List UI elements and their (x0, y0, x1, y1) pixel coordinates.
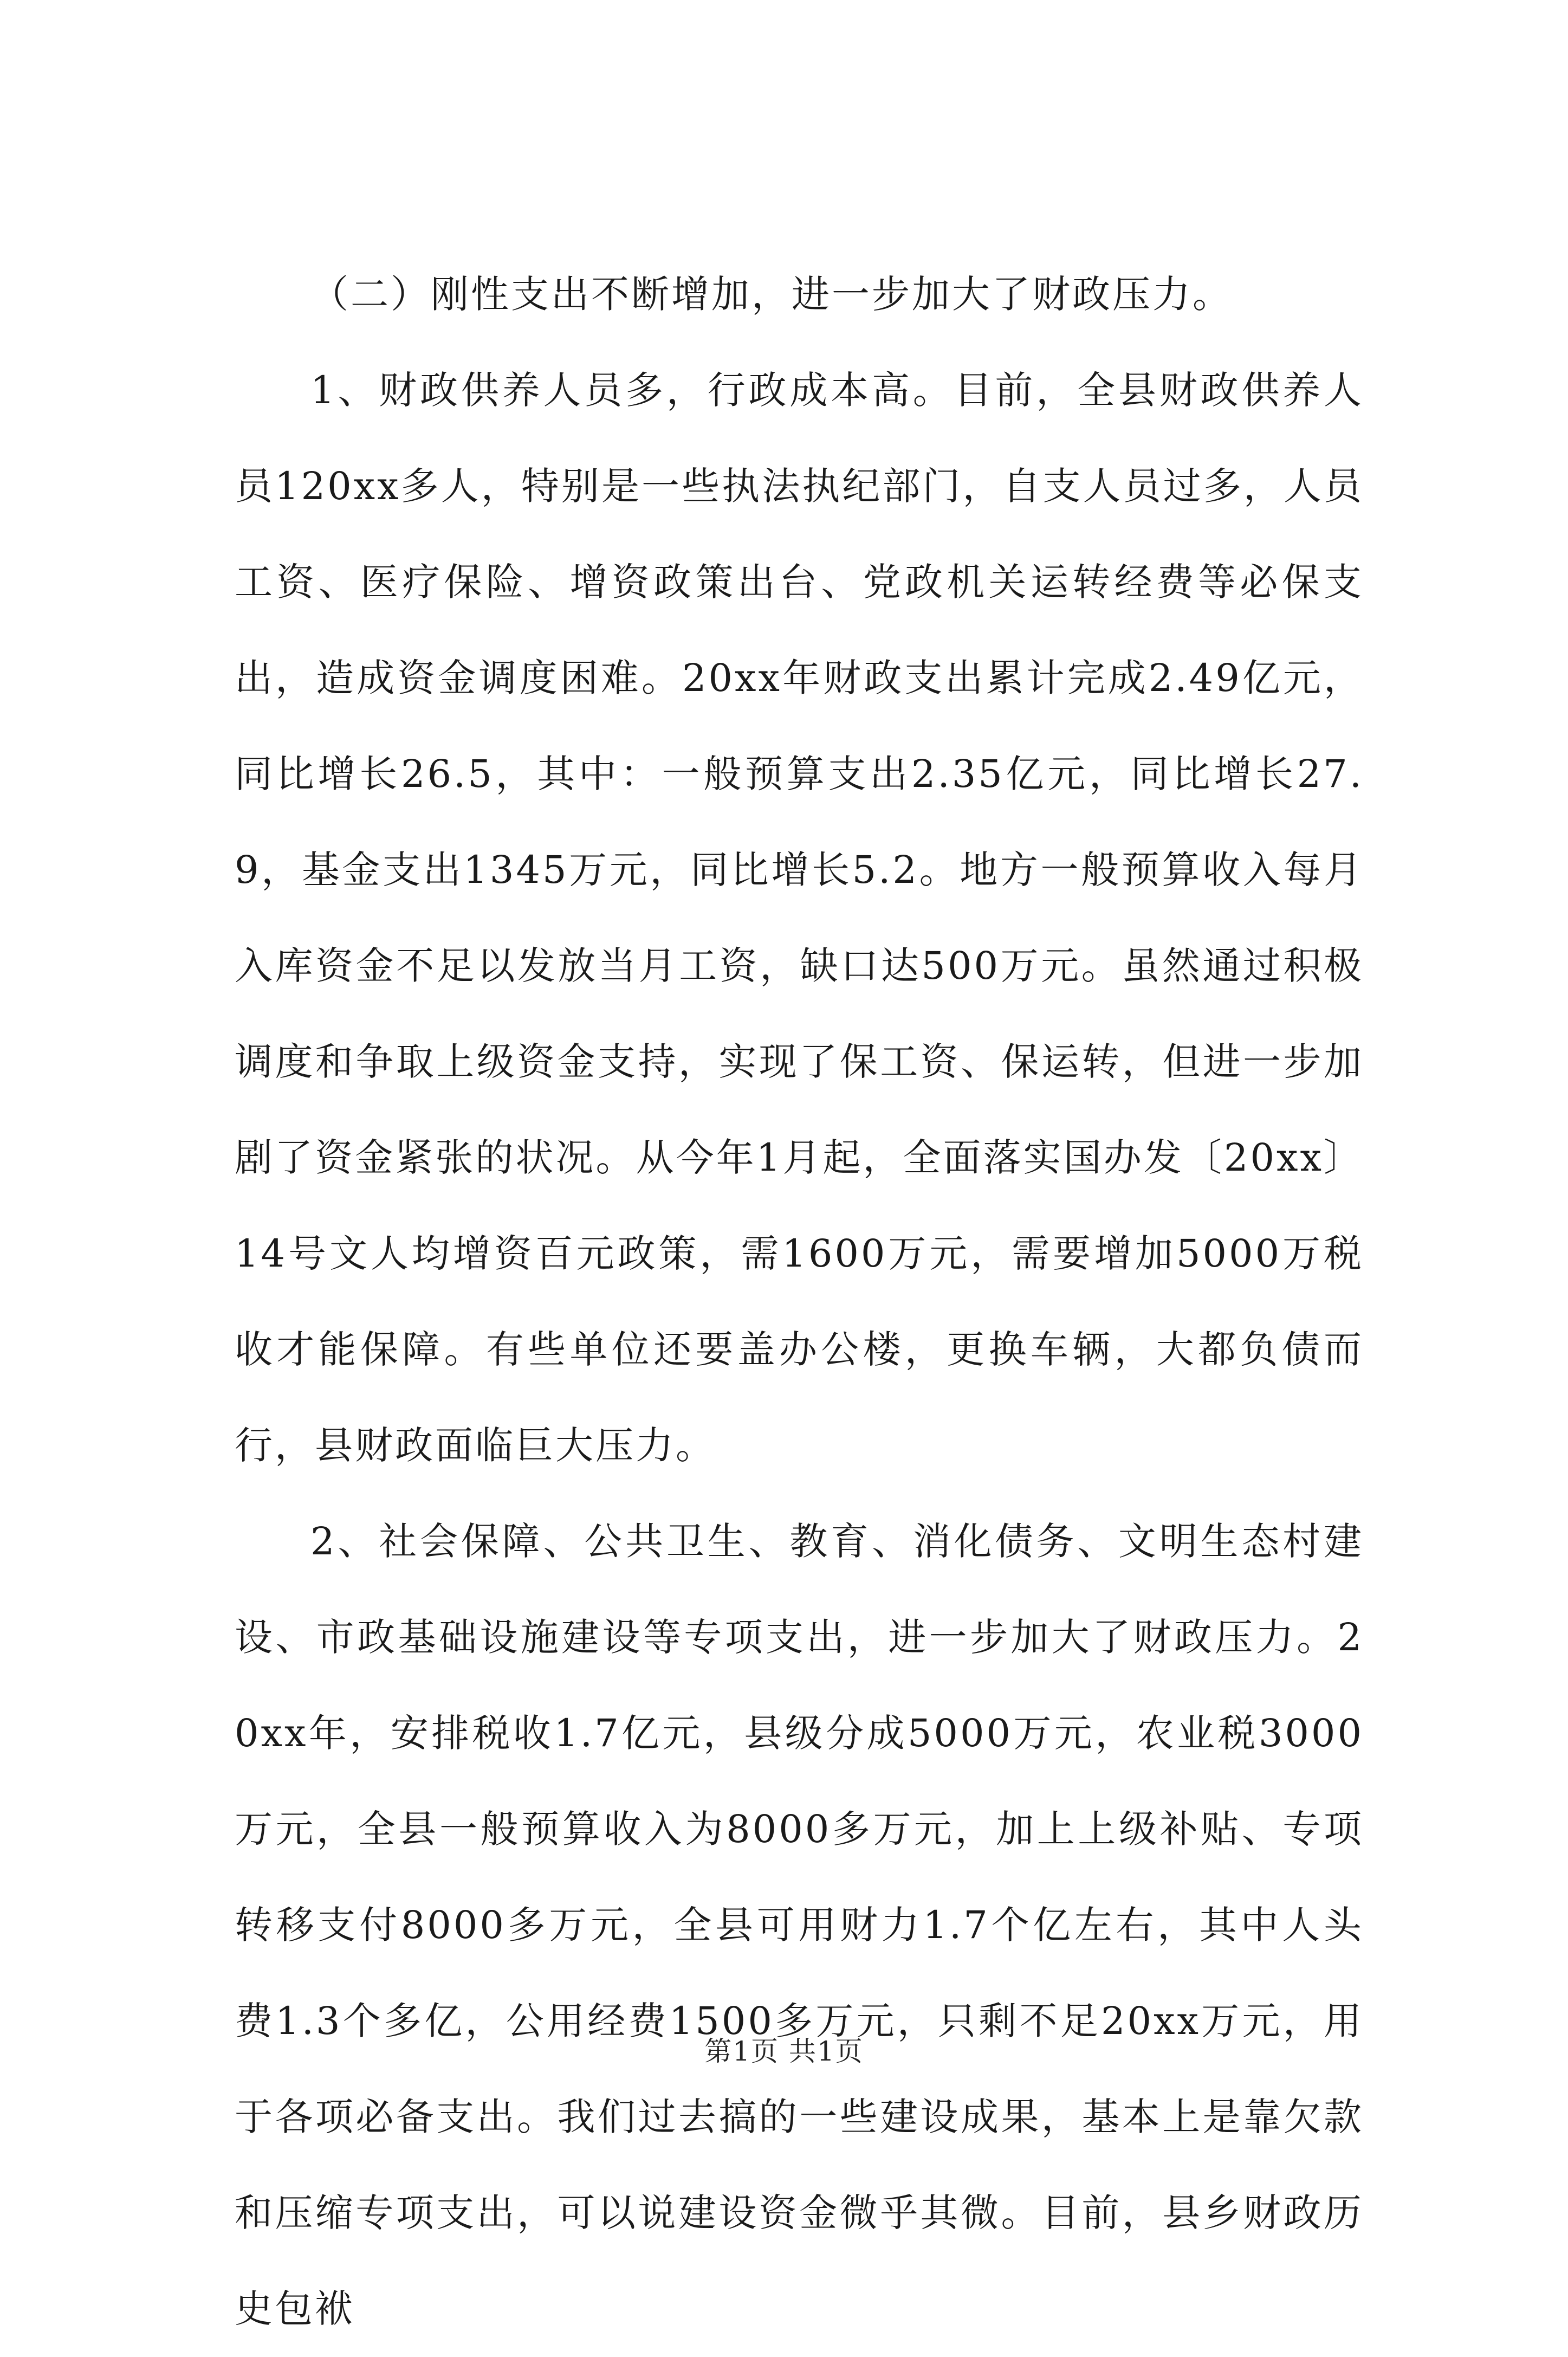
page-footer: 第1页 共1页 (704, 2036, 864, 2067)
section-heading: （二）刚性支出不断增加，进一步加大了财政压力。 (310, 272, 1233, 317)
paragraph-2: 2、社会保障、公共卫生、教育、消化债务、文明生态村建设、市政基础设施建设等专项支出，进一步加大了财政压力。20xx年，安排税收1.7亿元，县级分成5000万元，农业税3000万元，全县一般预算收入为8000多万元，加上上级补贴、专项转移支付8000多万元，全县可用财力1.7个亿左右，其中人头费1.3个多亿，公用经费1500多万元，只剩不足20xx万元，用于各项必备支出。我们过去搞的一些建设成果，基本上是靠欠款和压缩专项支出，可以说建设资金微乎其微。目前，县乡财政历史包袱 (235, 1519, 1364, 2331)
paragraph-1: 1、财政供养人员多，行政成本高。目前，全县财政供养人员120xx多人，特别是一些执法执纪部门，自支人员过多，人员工资、医疗保险、增资政策出台、党政机关运转经费等必保支出，造成资金调度困难。20xx年财政支出累计完成2.49亿元，同比增长26.5，其中：一般预算支出2.35亿元，同比增长27.9，基金支出1345万元，同比增长5.2。地方一般预算收入每月入库资金不足以发放当月工资，缺口达500万元。虽然通过积极调度和争取上级资金支持，实现了保工资、保运转，但进一步加剧了资金紧张的状况。从今年1月起，全面落实国办发〔20xx〕14号文人均增资百元政策，需1600万元，需要增加5000万税收才能保障。有些单位还要盖办公楼，更换车辆，大都负债而行，县财政面临巨大压力。 (235, 368, 1364, 1468)
